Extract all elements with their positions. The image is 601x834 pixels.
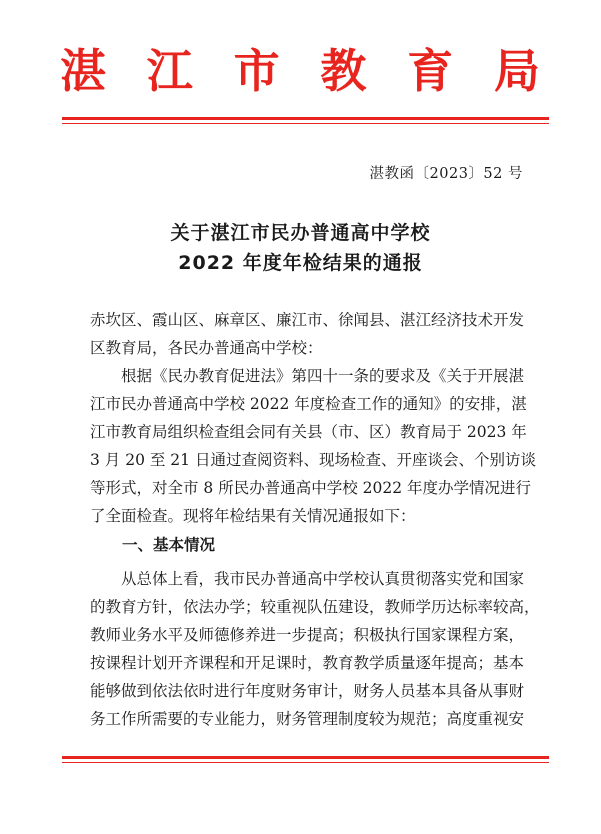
masthead-rule-thin (62, 123, 549, 124)
text-line: 区教育局，各民办普通高中学校： (90, 339, 323, 357)
document-number: 湛教函〔2023〕52 号 (369, 166, 523, 182)
masthead-char: 育 (407, 44, 454, 98)
footer-rule-thin (62, 762, 549, 763)
masthead-char: 局 (493, 44, 540, 98)
footer-rule-thick (62, 756, 549, 759)
document-title-line-2: 2022 年度年检结果的通报 (178, 252, 423, 274)
text-line: 从总体上看，我市民办普通高中学校认真贯彻落实党和国家 (121, 570, 525, 588)
masthead-char: 江 (146, 44, 193, 98)
masthead-char: 湛 (60, 44, 106, 98)
text-line: 江市民办普通高中学校 2022 年度检查工作的通知》的安排，湛 (90, 395, 527, 413)
text-line: 按课程计划开齐课程和开足课时，教育教学质量逐年提高；基本 (90, 654, 525, 672)
masthead-char: 教 (320, 44, 367, 98)
masthead-rule-thick (62, 117, 549, 120)
masthead-title (60, 40, 540, 102)
text-line: 根据《民办教育促进法》第四十一条的要求及《关于开展湛 (121, 367, 525, 385)
text-line: 务工作所需要的专业能力，财务管理制度较为规范；高度重视安 (90, 710, 525, 728)
section-heading: 一、基本情况 (122, 536, 216, 554)
paragraph-1 (90, 362, 545, 530)
text-line: 3 月 20 至 21 日通过查阅资料、现场检查、开座谈会、个别访谈 (90, 451, 536, 469)
paragraph-2 (90, 565, 545, 733)
text-line: 等形式，对全市 8 所民办普通高中学校 2022 年度办学情况进行 (90, 479, 532, 497)
document-title-line-1: 关于湛江市民办普通高中学校 (170, 222, 431, 244)
text-line: 了全面检查。现将年检结果有关情况通报如下： (90, 507, 416, 525)
masthead-char: 市 (233, 44, 280, 98)
text-line: 的教育方针，依法办学；较重视队伍建设，教师学历达标率较高， (90, 598, 540, 616)
salutation (90, 306, 545, 362)
text-line: 教师业务水平及师德修养进一步提高；积极执行国家课程方案， (90, 626, 525, 644)
text-line: 江市教育局组织检查组会同有关县（市、区）教育局于 2023 年 (90, 423, 527, 441)
text-line: 能够做到依法依时进行年度财务审计，财务人员基本具备从事财 (90, 682, 525, 700)
text-line: 赤坎区、霞山区、麻章区、廉江市、徐闻县、湛江经济技术开发 (90, 311, 525, 329)
